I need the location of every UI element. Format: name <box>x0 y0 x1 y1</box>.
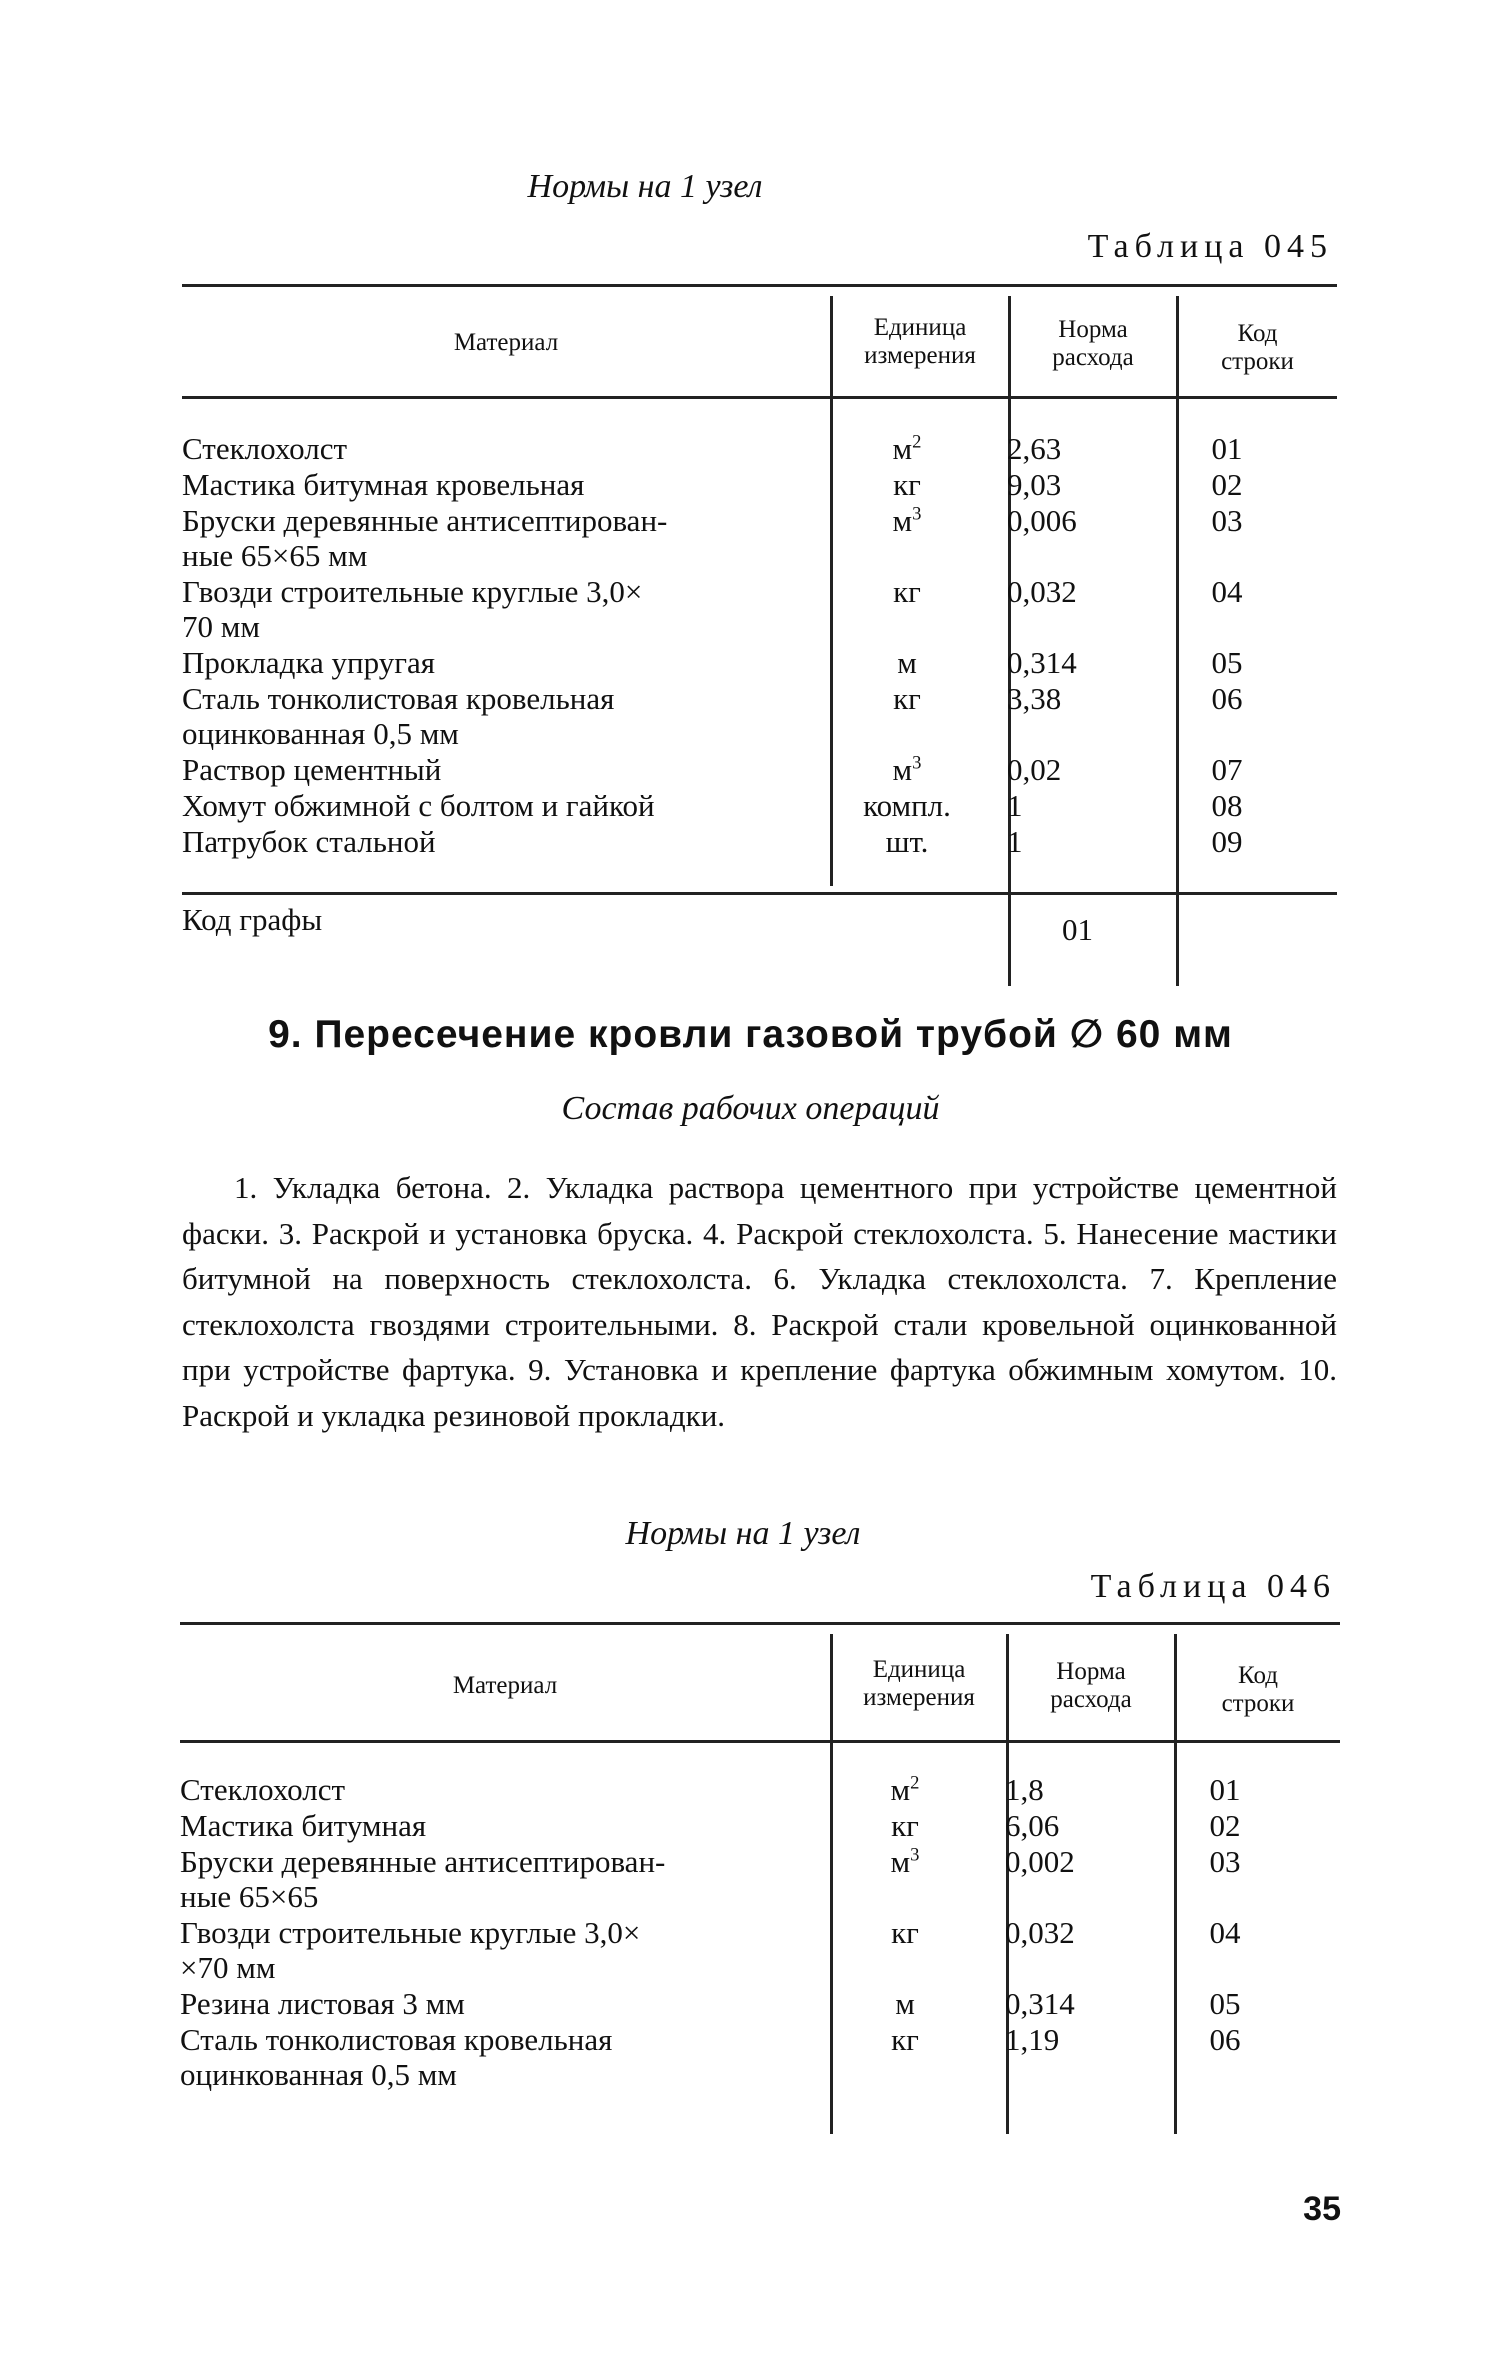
material-line: Хомут обжимной с болтом и гайкой <box>182 788 655 823</box>
unit-value: кг <box>891 1808 919 1843</box>
table-label-045: Таблица 045 <box>1087 228 1333 265</box>
material-line: Бруски деревянные антисептирован- <box>180 1844 666 1879</box>
cell-material <box>182 574 802 644</box>
cell-material <box>180 1915 800 1985</box>
cell-norm: 0,314 <box>1007 645 1077 680</box>
cell-material <box>180 2022 800 2092</box>
material-line: Гвозди строительные круглые 3,0× <box>180 1915 641 1950</box>
cell-code: 02 <box>1211 467 1243 502</box>
table-header-rule <box>180 1740 1340 1743</box>
cell-unit <box>832 467 982 502</box>
cell-norm: 0,032 <box>1007 574 1077 609</box>
unit-value: кг <box>891 2022 919 2057</box>
cell-unit <box>832 824 982 859</box>
footer-label: Код графы <box>182 902 323 937</box>
section-title: 9. Пересечение кровли газовой трубой ∅ 60 мм <box>268 1013 1233 1056</box>
table-col-divider <box>1176 296 1179 986</box>
cell-material <box>182 788 802 823</box>
cell-norm: 0,314 <box>1005 1986 1075 2021</box>
cell-code: 03 <box>1209 1844 1241 1879</box>
table-col-divider <box>1008 296 1011 986</box>
cell-norm: 6,06 <box>1005 1808 1060 1843</box>
cell-norm: 3,38 <box>1007 681 1062 716</box>
cell-norm: 1,19 <box>1005 2022 1060 2057</box>
cell-code: 06 <box>1209 2022 1241 2057</box>
cell-code: 03 <box>1211 503 1243 538</box>
material-line-continued: ные 65×65 мм <box>182 538 368 573</box>
cell-material <box>182 503 802 573</box>
cell-material <box>182 431 802 466</box>
table-top-rule <box>180 1622 1340 1625</box>
material-line: Прокладка упругая <box>182 645 435 680</box>
unit-exponent: 3 <box>912 752 922 774</box>
cell-norm: 0,032 <box>1005 1915 1075 1950</box>
cell-code: 04 <box>1211 574 1243 609</box>
cell-unit <box>832 752 982 787</box>
cell-unit <box>830 1915 980 1950</box>
unit-value: кг <box>893 467 921 502</box>
material-line: Мастика битумная кровельная <box>182 467 585 502</box>
unit-exponent: 3 <box>912 503 922 525</box>
table-046 <box>180 1622 1340 2122</box>
cell-code: 05 <box>1209 1986 1241 2021</box>
table-top-rule <box>182 284 1337 287</box>
material-line: Мастика битумная <box>180 1808 427 1843</box>
table-bottom-rule <box>182 892 1337 895</box>
table-045 <box>182 284 1337 974</box>
cell-code: 04 <box>1209 1915 1241 1950</box>
unit-value: компл. <box>863 788 951 823</box>
header-norm: Норма расхода <box>1050 1658 1132 1713</box>
cell-unit <box>832 431 982 466</box>
norms-caption-bottom: Нормы на 1 узел <box>625 1515 861 1552</box>
unit-value: шт. <box>885 824 929 859</box>
cell-norm: 0,002 <box>1005 1844 1075 1879</box>
cell-code: 09 <box>1211 824 1243 859</box>
footer-value: 01 <box>1062 912 1093 947</box>
cell-material <box>182 467 802 502</box>
section-subtitle: Состав рабочих операций <box>561 1090 940 1127</box>
unit-value: м <box>892 431 913 466</box>
header-unit: Единица измерения <box>863 1656 975 1711</box>
cell-code: 02 <box>1209 1808 1241 1843</box>
cell-material <box>182 681 802 751</box>
cell-unit <box>830 1772 980 1807</box>
material-line: Сталь тонколистовая кровельная <box>180 2022 613 2057</box>
cell-norm: 2,63 <box>1007 431 1062 466</box>
table-label-046: Таблица 046 <box>1090 1568 1336 1605</box>
material-line: Стеклохолст <box>182 431 348 466</box>
unit-exponent: 2 <box>910 1772 920 1794</box>
cell-unit <box>832 645 982 680</box>
header-unit: Единица измерения <box>864 314 976 369</box>
material-line: Сталь тонколистовая кровельная <box>182 681 615 716</box>
unit-value: кг <box>891 1915 919 1950</box>
cell-code: 05 <box>1211 645 1243 680</box>
cell-norm: 1 <box>1007 788 1023 823</box>
material-line-continued: оцинкованная 0,5 мм <box>182 716 459 751</box>
unit-value: кг <box>893 574 921 609</box>
unit-exponent: 3 <box>910 1844 920 1866</box>
cell-norm: 1 <box>1007 824 1023 859</box>
cell-material <box>182 645 802 680</box>
material-line-continued: ×70 мм <box>180 1950 276 1985</box>
cell-unit <box>832 574 982 609</box>
cell-code: 01 <box>1211 431 1243 466</box>
material-line-continued: ные 65×65 <box>180 1879 319 1914</box>
cell-code: 06 <box>1211 681 1243 716</box>
unit-exponent: 2 <box>912 431 922 453</box>
material-line: Резина листовая 3 мм <box>180 1986 465 2021</box>
material-line: Гвозди строительные круглые 3,0× <box>182 574 643 609</box>
unit-value: м <box>892 752 913 787</box>
cell-material <box>180 1986 800 2021</box>
cell-unit <box>832 788 982 823</box>
cell-material <box>182 824 802 859</box>
cell-norm: 0,02 <box>1007 752 1062 787</box>
material-line-continued: оцинкованная 0,5 мм <box>180 2057 457 2092</box>
cell-material <box>180 1808 800 1843</box>
unit-value: м <box>897 645 917 680</box>
page-number: 35 <box>1303 2190 1341 2228</box>
material-line: Стеклохолст <box>180 1772 346 1807</box>
cell-unit <box>830 1986 980 2021</box>
unit-value: м <box>890 1844 911 1879</box>
unit-value: м <box>892 503 913 538</box>
header-norm: Норма расхода <box>1052 316 1134 371</box>
cell-norm: 0,006 <box>1007 503 1077 538</box>
norms-caption-top: Нормы на 1 узел <box>527 168 763 205</box>
cell-code: 07 <box>1211 752 1243 787</box>
cell-material <box>182 752 802 787</box>
header-material: Материал <box>453 329 559 356</box>
unit-value: кг <box>893 681 921 716</box>
unit-value: м <box>895 1986 915 2021</box>
table-header-rule <box>182 396 1337 399</box>
cell-unit <box>832 503 982 538</box>
cell-norm: 9,03 <box>1007 467 1062 502</box>
operations-paragraph: 1. Укладка бетона. 2. Укладка раствора цементного при устройстве цементной фаски. 3. Раскрой и установка бруска. 4. Раскрой стеклохолста. 5. Нанесение мастики битумной на поверхность стеклохолста. 6. Укладка стеклохолста. 7. Крепление стеклохолста гвоздями строительными. 8. Раскрой стали кровельной оцинкованной при устройстве фартука. 9. Установка и крепление фартука обжимным хомутом. 10. Раскрой и укладка резиновой прокладки. <box>182 1170 1337 1433</box>
cell-material <box>180 1772 800 1807</box>
header-code: Код строки <box>1221 1662 1295 1717</box>
cell-unit <box>830 2022 980 2057</box>
cell-material <box>180 1844 800 1914</box>
material-line: Патрубок стальной <box>182 824 436 859</box>
material-line-continued: 70 мм <box>182 609 260 644</box>
material-line: Бруски деревянные антисептирован- <box>182 503 668 538</box>
header-material: Материал <box>452 1672 558 1699</box>
cell-code: 08 <box>1211 788 1243 823</box>
cell-unit <box>832 681 982 716</box>
cell-unit <box>830 1844 980 1879</box>
material-line: Раствор цементный <box>182 752 442 787</box>
cell-code: 01 <box>1209 1772 1241 1807</box>
cell-norm: 1,8 <box>1005 1772 1044 1807</box>
header-code: Код строки <box>1221 320 1294 375</box>
cell-unit <box>830 1808 980 1843</box>
unit-value: м <box>890 1772 911 1807</box>
